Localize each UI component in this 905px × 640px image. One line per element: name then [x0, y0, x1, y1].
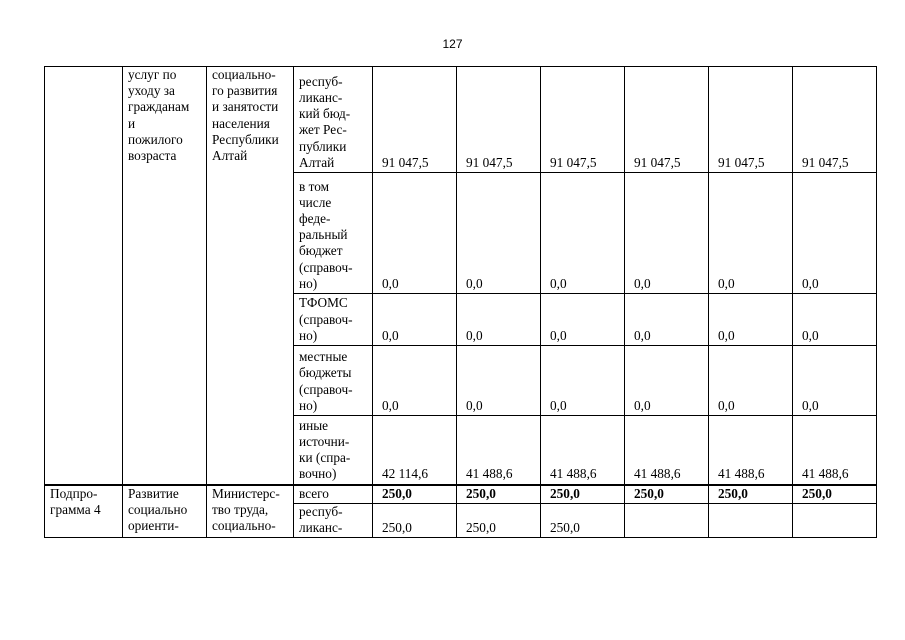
- value-cell: 0,0: [709, 173, 793, 294]
- value-cell: 0,0: [709, 346, 793, 416]
- value-cell: [709, 503, 793, 537]
- value-cell: 250,0: [457, 503, 541, 537]
- value-cell: 0,0: [373, 346, 457, 416]
- value-cell: 42 114,6: [373, 416, 457, 485]
- value-cell: 0,0: [373, 294, 457, 346]
- source-cell: в том числе феде- ральный бюджет (справоч- но): [294, 173, 373, 294]
- source-cell: респуб- ликанс-: [294, 503, 373, 537]
- measure-name-cell: услуг по уходу за гражданам и пожилого возраста: [123, 67, 207, 485]
- value-cell: 91 047,5: [457, 67, 541, 173]
- value-cell: 0,0: [373, 173, 457, 294]
- value-cell: 0,0: [457, 346, 541, 416]
- value-cell: [793, 503, 877, 537]
- value-cell: 0,0: [793, 173, 877, 294]
- page-number: 127: [442, 37, 463, 51]
- value-cell: 0,0: [709, 294, 793, 346]
- total-value-cell: 250,0: [373, 485, 457, 504]
- value-cell: 0,0: [625, 346, 709, 416]
- program-cell-empty: [45, 67, 123, 485]
- value-cell: 0,0: [625, 173, 709, 294]
- value-cell: 41 488,6: [625, 416, 709, 485]
- value-cell: 91 047,5: [541, 67, 625, 173]
- value-cell: 0,0: [793, 294, 877, 346]
- total-value-cell: 250,0: [793, 485, 877, 504]
- value-cell: 0,0: [541, 173, 625, 294]
- program-cell: Подпро- грамма 4: [45, 485, 123, 538]
- value-cell: 41 488,6: [541, 416, 625, 485]
- value-cell: 0,0: [625, 294, 709, 346]
- executor-cell: Министерс- тво труда, социально-: [207, 485, 294, 538]
- total-value-cell: 250,0: [709, 485, 793, 504]
- value-cell: 0,0: [457, 294, 541, 346]
- source-cell: иные источни- ки (спра- вочно): [294, 416, 373, 485]
- value-cell: 91 047,5: [625, 67, 709, 173]
- total-value-cell: 250,0: [541, 485, 625, 504]
- value-cell: 91 047,5: [793, 67, 877, 173]
- value-cell: 41 488,6: [709, 416, 793, 485]
- value-cell: 91 047,5: [373, 67, 457, 173]
- value-cell: 0,0: [541, 346, 625, 416]
- value-cell: 0,0: [457, 173, 541, 294]
- value-cell: [625, 503, 709, 537]
- executor-cell: социально- го развития и занятости населения Республики Алтай: [207, 67, 294, 485]
- value-cell: 41 488,6: [457, 416, 541, 485]
- total-value-cell: 250,0: [625, 485, 709, 504]
- total-value-cell: 250,0: [457, 485, 541, 504]
- value-cell: 0,0: [793, 346, 877, 416]
- financing-table: [44, 66, 877, 538]
- table-row: [45, 485, 877, 504]
- source-cell: ТФОМС (справоч- но): [294, 294, 373, 346]
- value-cell: 250,0: [541, 503, 625, 537]
- source-cell: местные бюджеты (справоч- но): [294, 346, 373, 416]
- table-row: [45, 67, 877, 173]
- value-cell: 41 488,6: [793, 416, 877, 485]
- value-cell: 0,0: [541, 294, 625, 346]
- source-cell: всего: [294, 485, 373, 504]
- value-cell: 250,0: [373, 503, 457, 537]
- measure-name-cell: Развитие социально ориенти-: [123, 485, 207, 538]
- source-cell: респуб- ликанс- кий бюд- жет Рес- публики Алтай: [294, 67, 373, 173]
- value-cell: 91 047,5: [709, 67, 793, 173]
